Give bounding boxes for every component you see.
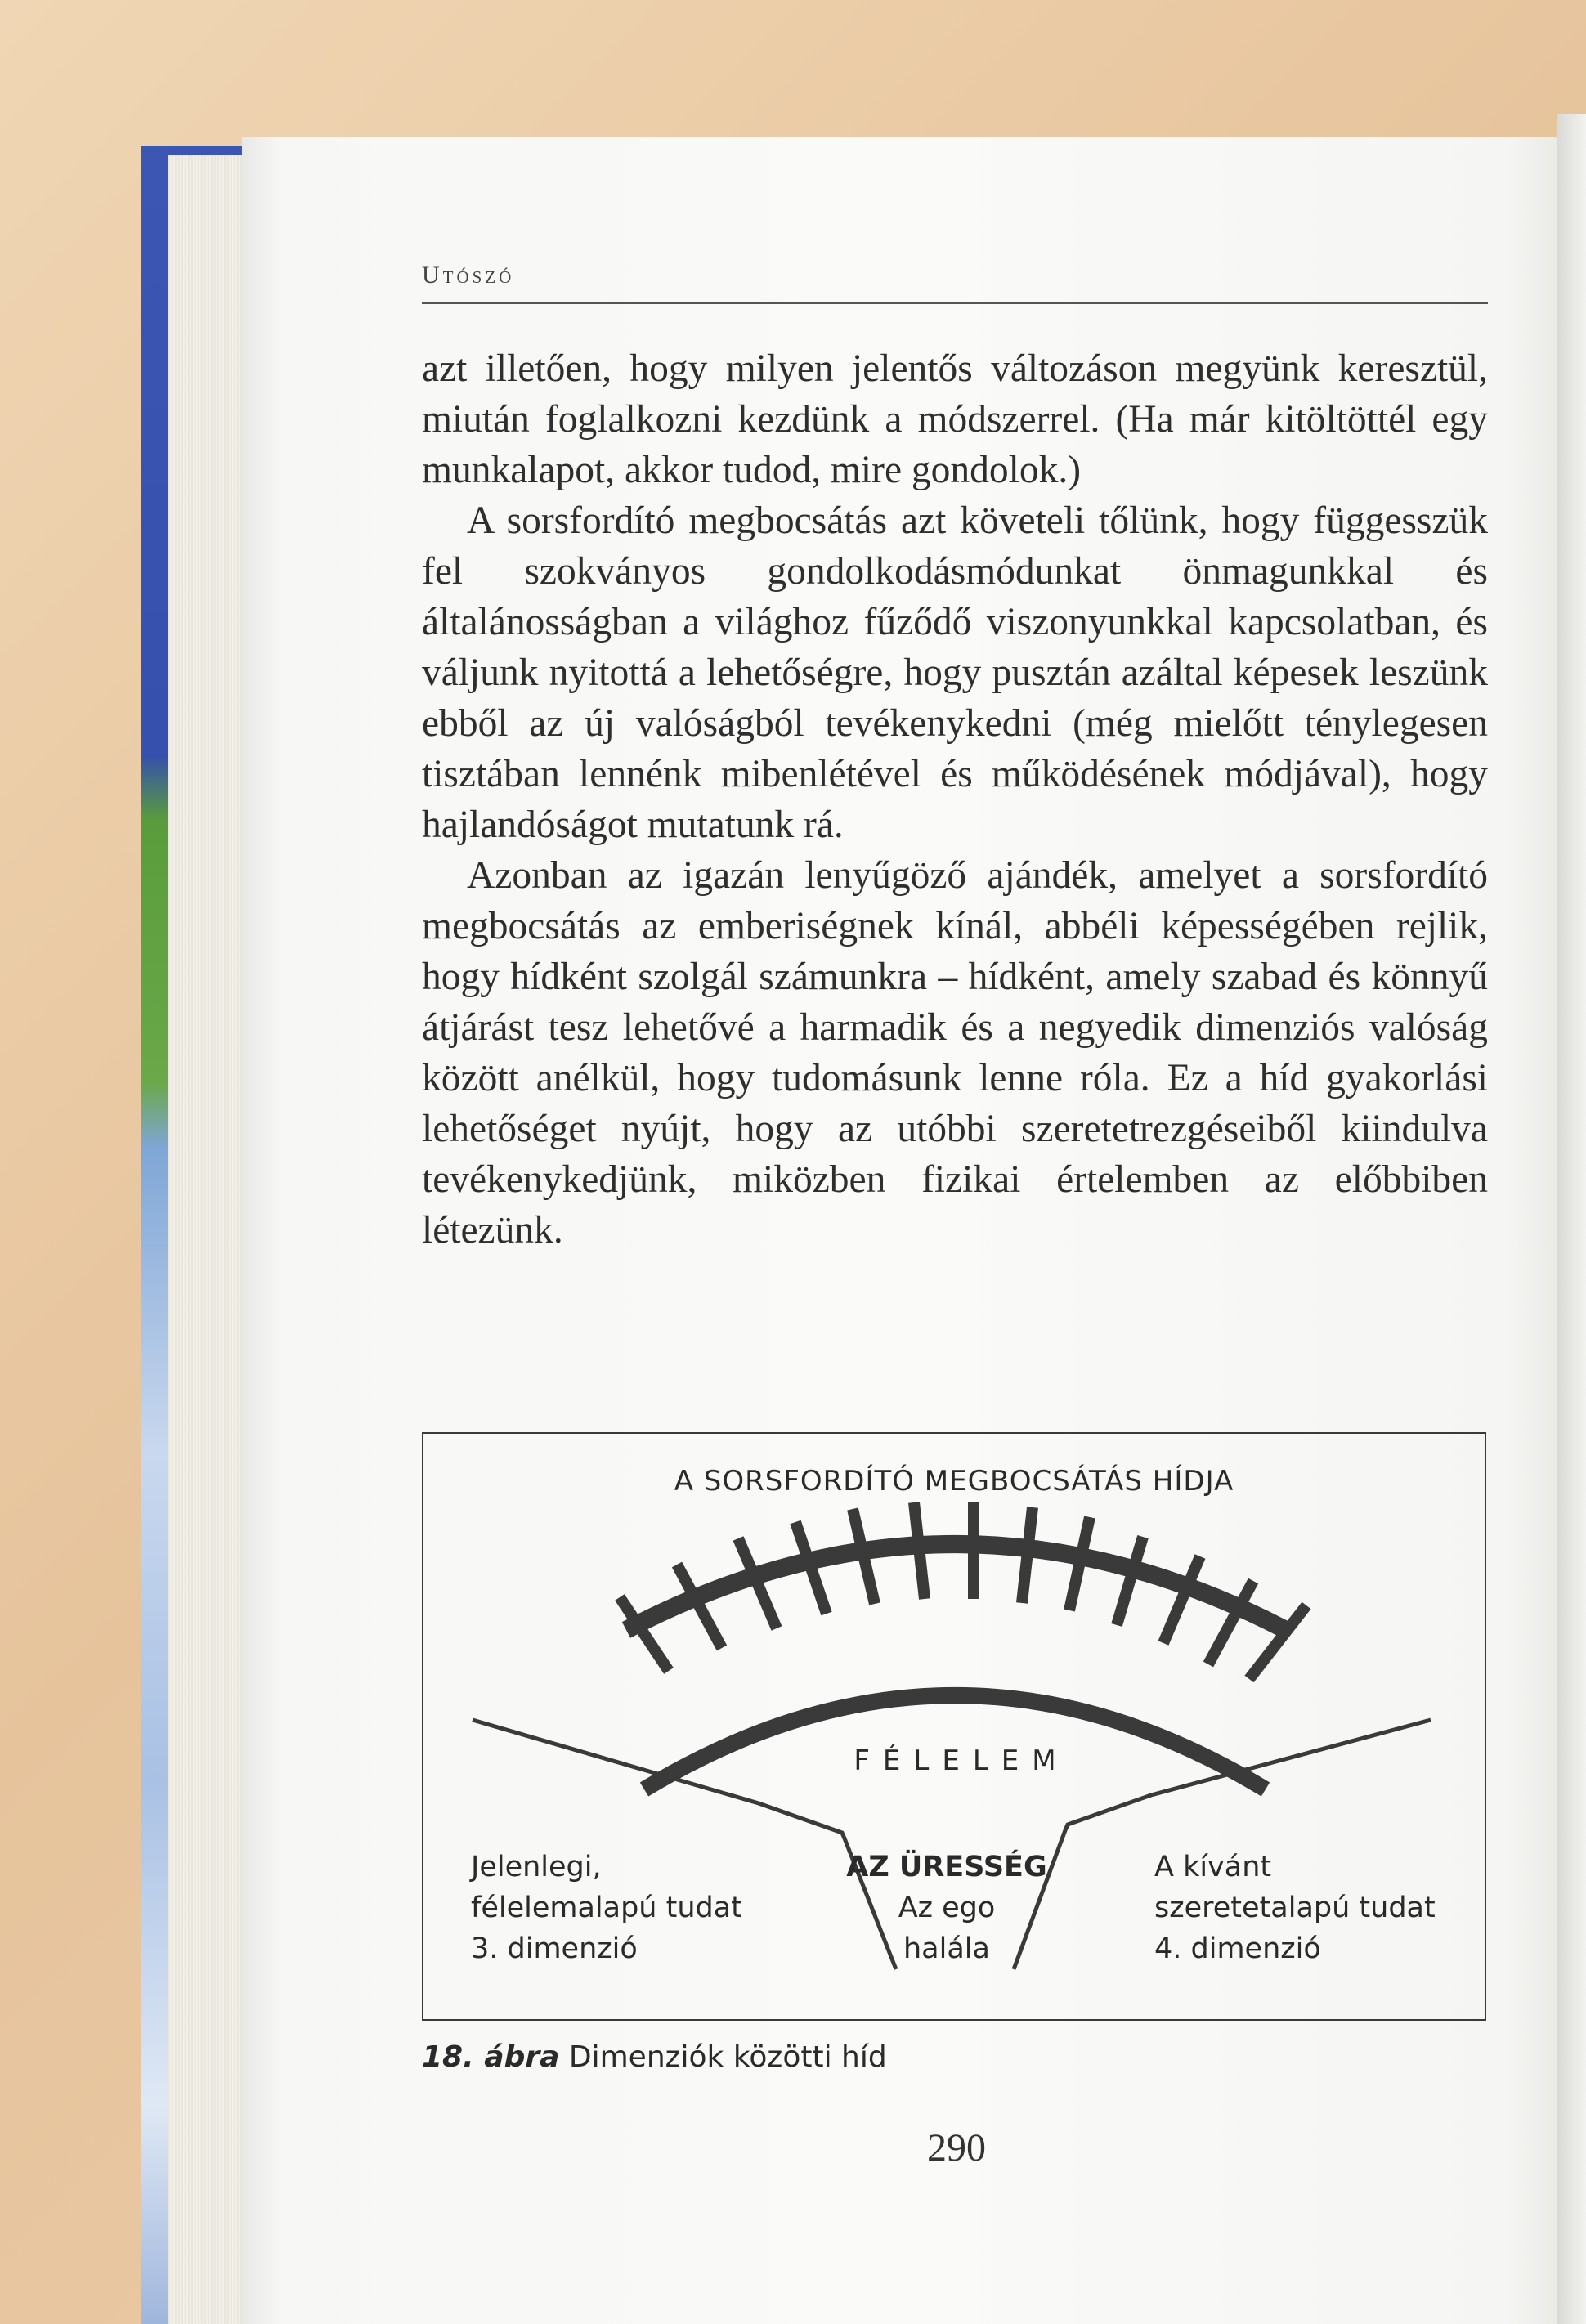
paragraph-2: A sorsfordító megbocsátás azt követeli tőlünk, hogy függesszük fel szokványos gondolkodásmódunkat önmagunkkal és általánosságban a világhoz fűződő viszonyunkkal kapcsolatban, és váljunk nyitottá a lehetőségre, hogy pusztán azáltal képesek leszünk ebből az új valóságból tevékenykedni (még mielőtt ténylegesen tisztában lennénk mibenlétével és működésének módjával), hogy hajlandóságot mutatunk rá. <box>422 499 1488 846</box>
right-label-line: A kívánt <box>1154 1851 1272 1883</box>
right-label-line: szeretetalapú tudat <box>1154 1892 1436 1924</box>
left-label-line: Jelenlegi, <box>471 1851 602 1883</box>
header-rule <box>422 302 1488 304</box>
left-label <box>471 1847 742 1969</box>
figure-number: 18. ábra <box>422 2040 560 2074</box>
fear-label: FÉLELEM <box>853 1744 1069 1777</box>
body-text <box>422 343 1488 1256</box>
left-label-line: 3. dimenzió <box>471 1932 638 1965</box>
paragraph-1: azt illetően, hogy milyen jelentős változáson megyünk keresztül, miután foglalkozni kezdünk a módszerrel. (Ha már kitöltöttél egy munkalapot, akkor tudod, mire gondolok.) <box>422 347 1488 491</box>
void-label-line: Az ego <box>898 1892 996 1924</box>
page-number: 290 <box>927 2126 986 2170</box>
bridge-figure <box>422 1432 1486 2021</box>
figure-title: A SORSFORDÍTÓ MEGBOCSÁTÁS HÍDJA <box>674 1465 1234 1498</box>
figure-caption-text: Dimenziók közötti híd <box>568 2040 887 2074</box>
right-label-line: 4. dimenzió <box>1154 1932 1321 1965</box>
left-label-line: félelemalapú tudat <box>471 1892 742 1924</box>
page-stack-edge <box>168 155 245 2324</box>
void-title: AZ ÜRESSÉG <box>846 1851 1047 1883</box>
void-label-line: halála <box>903 1932 990 1965</box>
right-label <box>1154 1847 1436 1969</box>
paragraph-3: Azonban az igazán lenyűgöző ajándék, amelyet a sorsfordító megbocsátás az emberiségnek kínál, abbéli képességében rejlik, hogy hídként szolgál számunkra – hídként, amely szabad és könnyű átjárást tesz lehetővé a harmadik és a negyedik dimenziós valóság között anélkül, hogy tudomásunk lenne róla. Ez a híd gyakorlási lehetőséget nyújt, hogy az utóbbi szeretetrezgéseiből kiindulva tevékenykedjünk, miközben fizikai értelemben az előbbiben létezünk. <box>422 854 1488 1252</box>
facing-page-edge <box>1557 114 1586 2324</box>
running-head: Utószó <box>422 262 515 289</box>
figure-caption <box>422 2040 887 2074</box>
void-label <box>808 1847 1086 1969</box>
